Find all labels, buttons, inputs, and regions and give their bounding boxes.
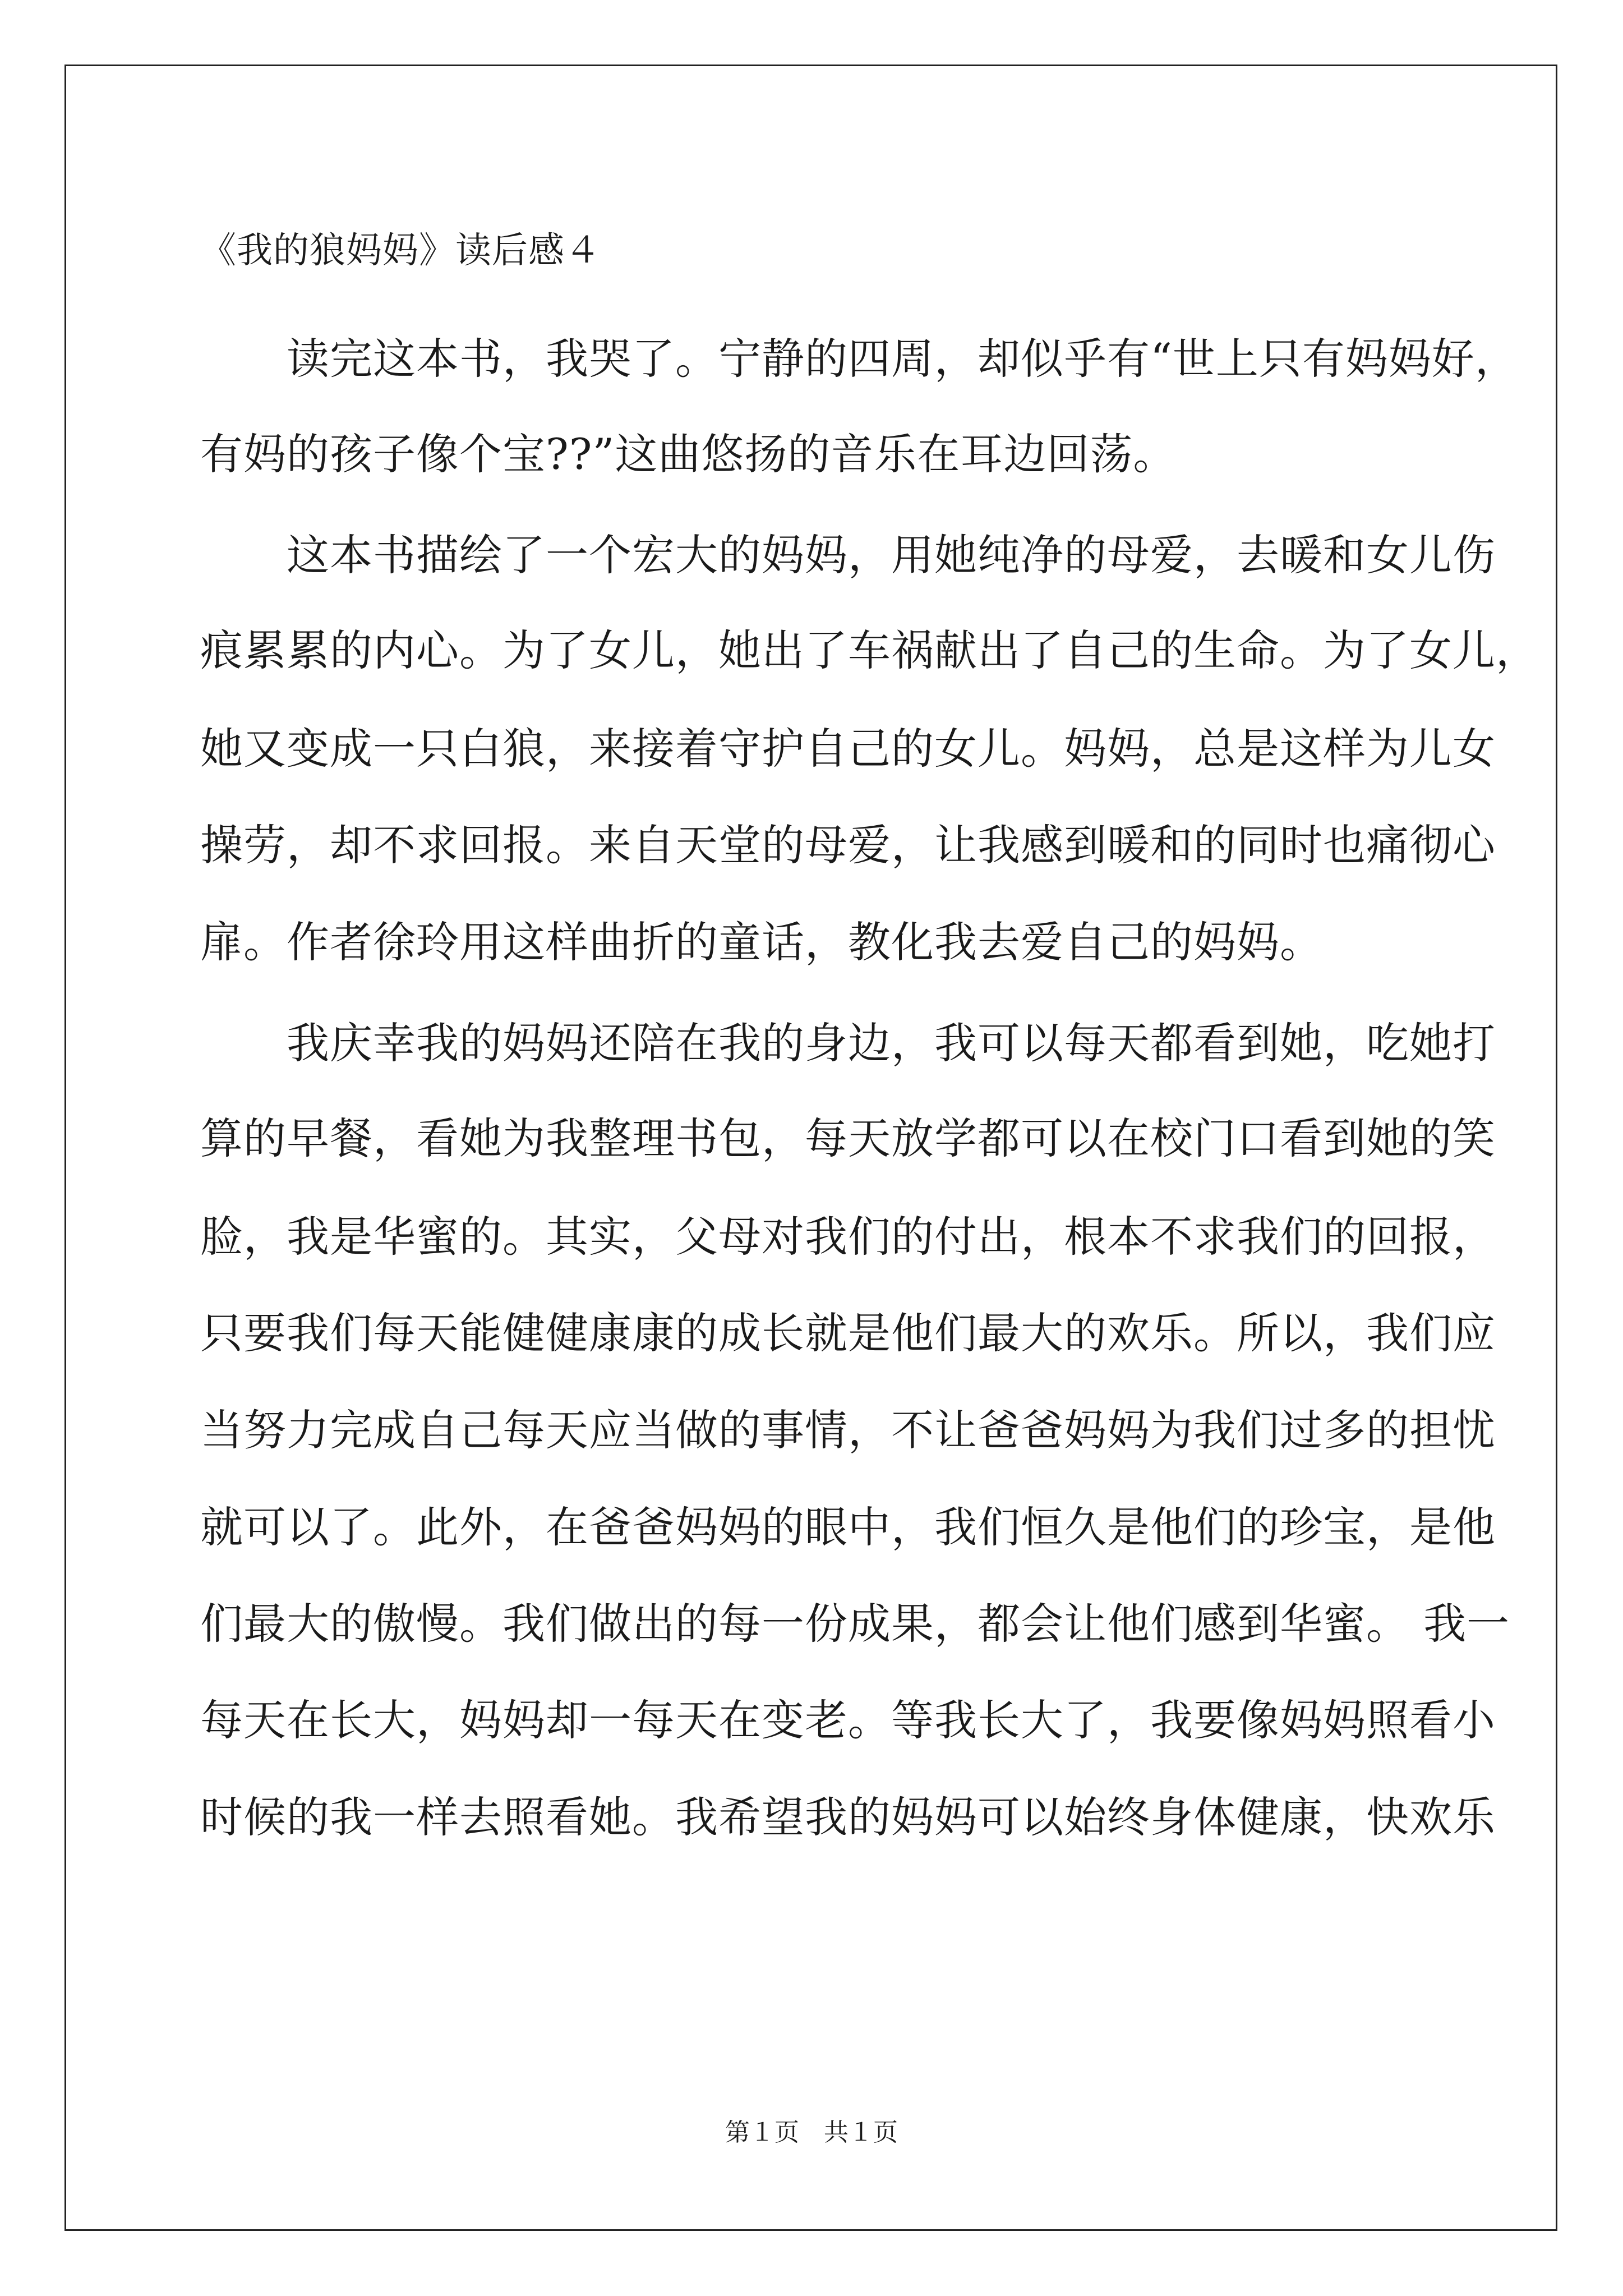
text-line-5: 她又变成一只白狼，来接着守护自己的女儿。妈妈，总是这样为儿女: [200, 724, 1496, 774]
document-title: 《我的狼妈妈》读后感４: [200, 230, 601, 272]
text-line-13: 就可以了。此外，在爸爸妈妈的眼中，我们恒久是他们的珍宝，是他: [200, 1502, 1496, 1552]
text-line-14: 们最大的傲慢。我们做出的每一份成果，都会让他们感到华蜜。 我一: [200, 1599, 1510, 1649]
text-line-4: 痕累累的内心。为了女儿，她出了车祸献出了自己的生命。为了女儿，: [200, 625, 1539, 675]
page-footer: 第１页 共１页: [725, 2118, 898, 2147]
text-line-10: 脸，我是华蜜的。其实，父母对我们的付出，根本不求我们的回报，: [200, 1212, 1496, 1262]
text-line-6: 操劳，却不求回报。来自天堂的母爱，让我感到暖和的同时也痛彻心: [200, 820, 1496, 870]
text-line-16: 时候的我一样去照看她。我希望我的妈妈可以始终身体健康，快欢乐: [200, 1792, 1496, 1842]
text-line-2: 有妈的孩子像个宝??”这曲悠扬的音乐在耳边回荡。: [200, 429, 1177, 479]
text-line-8: 我庆幸我的妈妈还陪在我的身边，我可以每天都看到她，吃她打: [200, 1018, 1496, 1068]
text-line-15: 每天在长大，妈妈却一每天在变老。等我长大了，我要像妈妈照看小: [200, 1695, 1496, 1745]
text-line-7: 扉。作者徐玲用这样曲折的童话，教化我去爱自己的妈妈。: [200, 917, 1323, 967]
text-line-9: 算的早餐，看她为我整理书包，每天放学都可以在校门口看到她的笑: [200, 1114, 1496, 1163]
text-line-12: 当努力完成自己每天应当做的事情，不让爸爸妈妈为我们过多的担忧: [200, 1405, 1496, 1455]
text-line-1: 读完这本书，我哭了。宁静的四周，却似乎有“世上只有妈妈好，: [200, 334, 1518, 384]
text-line-11: 只要我们每天能健健康康的成长就是他们最大的欢乐。所以，我们应: [200, 1308, 1496, 1358]
text-line-3: 这本书描绘了一个宏大的妈妈，用她纯净的母爱，去暖和女儿伤: [200, 530, 1496, 580]
